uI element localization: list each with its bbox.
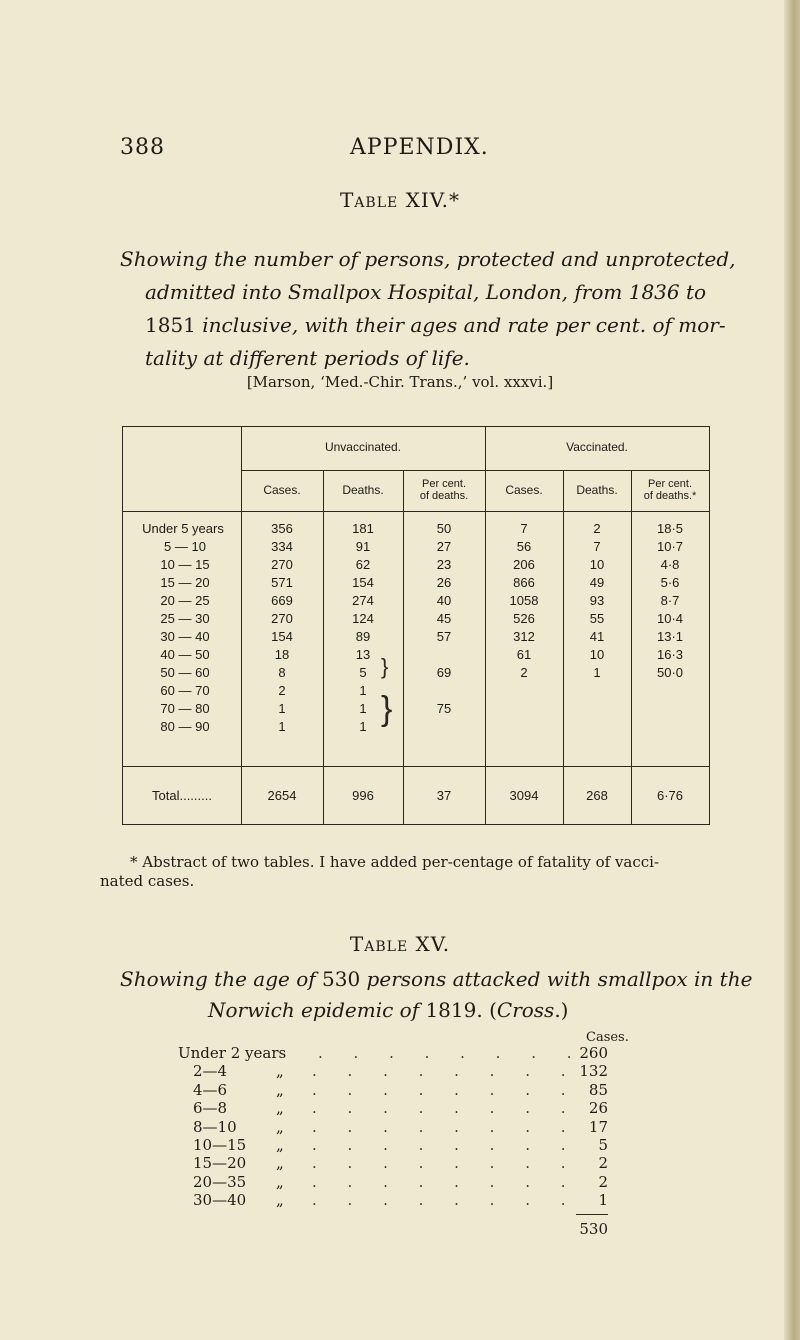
- table-cell: 2: [520, 665, 528, 680]
- cases-value: 17: [588, 1117, 608, 1136]
- table-cell: 8·7: [660, 593, 680, 608]
- table-cell: 1: [278, 701, 286, 716]
- cases-value: 85: [588, 1080, 608, 1099]
- col-header-cases: Cases.: [505, 483, 543, 497]
- age-range-label: 70 — 80: [160, 701, 210, 716]
- total-cell: 996: [352, 788, 374, 803]
- col-header-line: of deaths.*: [643, 490, 697, 502]
- table-cell: 62: [355, 557, 371, 572]
- table-cell: 10: [589, 647, 605, 662]
- cases-column-header: Cases.: [586, 1030, 629, 1045]
- leader-dots: . . . . . . . .: [312, 1062, 579, 1081]
- caption-line: [120, 995, 740, 1026]
- table-cell: 91: [355, 539, 371, 554]
- sum-rule: [576, 1214, 608, 1215]
- leader-dots: . . . . . . . .: [312, 1080, 579, 1099]
- leader-dots: . . . . . . . .: [312, 1117, 579, 1136]
- caption-year: 1819: [425, 998, 477, 1022]
- age-range-label: 20 — 25: [160, 593, 210, 608]
- total-row: [0, 1220, 800, 1238]
- caption-text: persons attacked with smallpox in the: [360, 967, 753, 991]
- col-header-line: Per cent.: [647, 478, 693, 490]
- table-cell: 7: [593, 539, 601, 554]
- caption-text: Norwich epidemic of: [208, 998, 426, 1022]
- table-cell: 27: [436, 539, 452, 554]
- col-header-line: Per cent.: [421, 478, 467, 490]
- table-cell: 1: [593, 665, 601, 680]
- age-range-label: 8—10: [193, 1117, 237, 1136]
- table-14: [122, 426, 710, 825]
- table-cell: 669: [271, 593, 293, 608]
- leader-dots: . . . . . . . .: [312, 1136, 579, 1154]
- unvaccinated-header: Unvaccinated.: [324, 440, 402, 454]
- table-cell: 18·5: [656, 521, 684, 536]
- age-range-label: 5 — 10: [164, 539, 206, 554]
- caption-line: Showing the number of persons, protected and unprotected,: [120, 247, 736, 271]
- table-cell: 8: [278, 665, 286, 680]
- table-cell: 13: [355, 647, 371, 662]
- footnote-line: nated cases.: [100, 872, 195, 890]
- cases-value: 132: [579, 1062, 608, 1081]
- table-cell: 154: [352, 575, 374, 590]
- table-cell: 2: [593, 521, 601, 536]
- list-item: [0, 1154, 800, 1172]
- table-cell: 1: [278, 719, 286, 734]
- table-cell: 49: [589, 575, 605, 590]
- table-cell: 571: [271, 575, 293, 590]
- age-range-label: Under 2 years: [178, 1044, 287, 1062]
- age-range-label: Under 5 years: [142, 521, 224, 536]
- ditto-mark: „: [276, 1191, 284, 1210]
- table-cell: 45: [436, 611, 452, 626]
- total-label: Total.........: [152, 788, 212, 803]
- table-cell: 57: [436, 629, 452, 644]
- table-cell: 270: [271, 611, 293, 626]
- table-cell: 10·4: [656, 611, 684, 626]
- cases-value: 26: [588, 1099, 608, 1118]
- col-header-line: of deaths.: [419, 490, 469, 502]
- table-14-caption: [120, 243, 736, 375]
- table-15-caption: [120, 964, 753, 1026]
- table-cell: 154: [271, 629, 293, 644]
- page-number: 388: [120, 135, 165, 160]
- list-item: [0, 1081, 800, 1099]
- leader-dots: . . . . . . . .: [312, 1099, 579, 1118]
- age-range-label: 15 — 20: [160, 575, 210, 590]
- list-item: [0, 1044, 800, 1062]
- ditto-mark: „: [276, 1099, 284, 1118]
- table-cell: 356: [271, 521, 293, 536]
- age-range-label: 10—15: [193, 1136, 247, 1154]
- age-range-label: 4—6: [193, 1080, 228, 1099]
- caption-text: Showing the age of: [120, 967, 323, 991]
- table-cell: 7: [520, 521, 528, 536]
- caption-punct: . (: [476, 998, 497, 1022]
- vaccinated-header: Vaccinated.: [566, 440, 628, 454]
- ditto-mark: „: [276, 1080, 284, 1099]
- table-cell: 89: [355, 629, 371, 644]
- table-cell: 1: [359, 701, 367, 716]
- table-cell: 23: [436, 557, 452, 572]
- table-14-source: [Marson, ‘Med.-Chir. Trans.,’ vol. xxxvi.]: [246, 373, 554, 391]
- table-cell: 334: [271, 539, 293, 554]
- caption-number: 530: [322, 967, 361, 991]
- ditto-mark: „: [276, 1117, 284, 1136]
- age-range-label: 80 — 90: [160, 719, 210, 734]
- table-cell: 526: [513, 611, 535, 626]
- table-cell: 40: [436, 593, 452, 608]
- grouped-percent-40-60: 69: [436, 665, 452, 680]
- list-item: [0, 1136, 800, 1154]
- table-14-title: Table XIV.*: [339, 188, 461, 212]
- table-cell: 1: [359, 719, 367, 734]
- table-cell: 50·0: [656, 665, 684, 680]
- table-cell: 56: [516, 539, 532, 554]
- table-cell: 124: [352, 611, 374, 626]
- ditto-mark: „: [276, 1062, 284, 1081]
- table-cell: 41: [589, 629, 605, 644]
- ditto-mark: „: [276, 1154, 284, 1173]
- total-cell: 37: [436, 788, 452, 803]
- age-range-label: 2—4: [193, 1062, 228, 1081]
- table-cell: 10·7: [656, 539, 684, 554]
- table-cell: 312: [513, 629, 535, 644]
- total-cell: 2654: [267, 788, 297, 803]
- cases-value: 1: [598, 1191, 608, 1210]
- table-cell: 50: [436, 521, 452, 536]
- list-item: [0, 1099, 800, 1117]
- ditto-mark: „: [276, 1172, 284, 1191]
- caption-line: tality at different periods of life.: [145, 346, 470, 370]
- age-range-label: 60 — 70: [160, 683, 210, 698]
- table-cell: 866: [513, 575, 535, 590]
- table-cell: 206: [513, 557, 535, 572]
- table-cell: 270: [271, 557, 293, 572]
- table-cell: 10: [589, 557, 605, 572]
- leader-dots: . . . . . . . .: [318, 1044, 585, 1062]
- age-range-label: 30—40: [193, 1191, 247, 1210]
- table-cell: 274: [352, 593, 374, 608]
- col-header-percent: [631, 478, 709, 502]
- col-header-deaths: Deaths.: [342, 483, 384, 497]
- list-item: [0, 1118, 800, 1136]
- brace-symbol: }: [381, 654, 389, 679]
- brace-symbol: }: [381, 690, 393, 728]
- footnote-line: * Abstract of two tables. I have added per-centage of fatality of vacci-: [130, 853, 660, 871]
- table-cell: 4·8: [660, 557, 680, 572]
- header-rule: [123, 511, 709, 512]
- age-range-label: 6—8: [193, 1099, 228, 1118]
- total-cell: 268: [586, 788, 608, 803]
- col-header-deaths: Deaths.: [576, 483, 618, 497]
- list-item: [0, 1191, 800, 1209]
- list-item: [0, 1173, 800, 1191]
- ditto-mark: „: [276, 1136, 284, 1154]
- col-header-cases: Cases.: [263, 483, 301, 497]
- table-cell: 55: [589, 611, 605, 626]
- age-range-label: 15—20: [193, 1154, 247, 1173]
- age-range-label: 25 — 30: [160, 611, 210, 626]
- table-14-footnote: [100, 853, 720, 891]
- total-cell: 3094: [509, 788, 539, 803]
- table-cell: 181: [352, 521, 374, 536]
- cases-value: 260: [579, 1044, 608, 1062]
- col-header-percent: [403, 478, 485, 502]
- age-range-label: 10 — 15: [160, 557, 210, 572]
- age-range-label: 40 — 50: [160, 647, 210, 662]
- leader-dots: . . . . . . . .: [312, 1172, 579, 1191]
- list-item: [0, 1062, 800, 1080]
- header-rule: [241, 470, 709, 471]
- running-title: APPENDIX.: [350, 135, 489, 160]
- cases-value: 2: [598, 1154, 608, 1173]
- cases-value: 2: [598, 1172, 608, 1191]
- caption-line: [120, 309, 726, 342]
- grouped-percent-60-90: 75: [436, 701, 452, 716]
- leader-dots: . . . . . . . .: [312, 1191, 579, 1210]
- age-range-label: 50 — 60: [160, 665, 210, 680]
- table-cell: 93: [589, 593, 605, 608]
- table-15-title: Table XV.: [349, 932, 451, 956]
- table-cell: 16·3: [656, 647, 684, 662]
- table-cell: 26: [436, 575, 452, 590]
- table-cell: 1: [359, 683, 367, 698]
- table-cell: 61: [516, 647, 532, 662]
- table-cell: 13·1: [656, 629, 684, 644]
- caption-author: Cross: [496, 998, 555, 1022]
- caption-year: 1851: [145, 313, 196, 337]
- caption-line: [120, 964, 753, 995]
- caption-punct: .): [554, 998, 569, 1022]
- table-cell: 2: [278, 683, 286, 698]
- caption-line: admitted into Smallpox Hospital, London, from 1836 to: [145, 280, 707, 304]
- table-cell: 1058: [509, 593, 539, 608]
- total-value: 530: [579, 1219, 608, 1238]
- table-cell: 5: [359, 665, 367, 680]
- table-cell: 5·6: [660, 575, 680, 590]
- table-cell: 18: [274, 647, 290, 662]
- caption-text: inclusive, with their ages and rate per cent. of mor-: [195, 313, 726, 337]
- age-range-label: 30 — 40: [160, 629, 210, 644]
- total-cell: 6·76: [656, 788, 684, 803]
- age-range-label: 20—35: [193, 1172, 247, 1191]
- leader-dots: . . . . . . . .: [312, 1154, 579, 1173]
- total-rule: [123, 766, 709, 767]
- cases-value: 5: [598, 1136, 608, 1154]
